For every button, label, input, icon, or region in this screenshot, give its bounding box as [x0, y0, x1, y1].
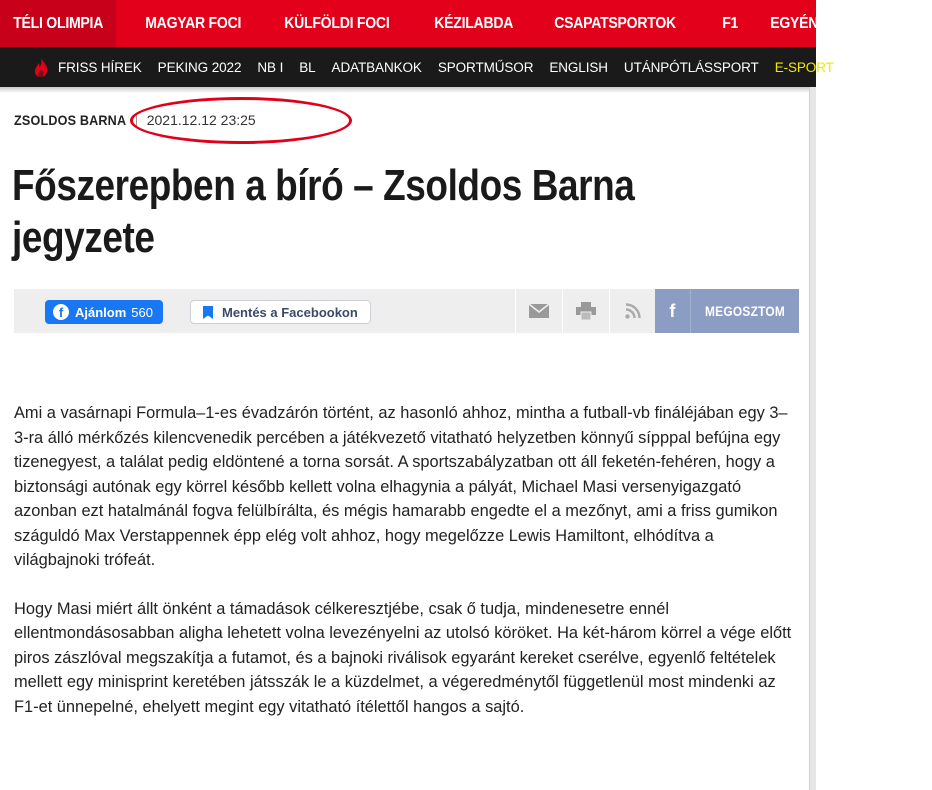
subnav-friss-hirek[interactable]: FRISS HÍREK	[58, 59, 142, 75]
share-bar	[14, 289, 799, 333]
mail-icon[interactable]	[515, 289, 561, 333]
nav-kezilabda[interactable]: KÉZILABDA	[434, 14, 514, 32]
facebook-icon: f	[655, 289, 691, 333]
subnav-adatbankok[interactable]: ADATBANKOK	[331, 59, 422, 75]
print-icon[interactable]	[562, 289, 608, 333]
subnav-utanpotlassport[interactable]: UTÁNPÓTLÁSSPORT	[623, 59, 759, 75]
nav-teli-olimpia[interactable]: TÉLI OLIMPIA	[0, 0, 116, 47]
like-count: 560	[131, 304, 153, 320]
subnav-e-sport[interactable]: E-SPORT	[774, 59, 834, 75]
author-link[interactable]: ZSOLDOS BARNA	[14, 112, 127, 128]
fire-icon	[32, 56, 50, 78]
date-highlight-annotation	[130, 97, 352, 144]
share-label: MEGOSZTOM	[704, 303, 785, 319]
article-title-text: Főszerepben a bíró – Zsoldos Barna jegyzete	[12, 161, 635, 262]
save-label: Mentés a Facebookon	[222, 304, 358, 320]
nav-shadow	[0, 87, 816, 93]
scrollbar[interactable]	[809, 87, 816, 790]
publish-date: 2021.12.12 23:25	[146, 112, 256, 128]
facebook-like-button[interactable]	[45, 300, 163, 324]
nav-kulfoldi-foci[interactable]: KÜLFÖLDI FOCI	[284, 14, 390, 32]
article-title	[12, 160, 792, 264]
facebook-save-button[interactable]	[190, 300, 371, 324]
main-nav	[0, 0, 822, 47]
facebook-logo-icon: f	[53, 304, 69, 320]
subnav-nb-i[interactable]: NB I	[257, 59, 284, 75]
like-label: Ajánlom	[75, 304, 127, 320]
nav-magyar-foci[interactable]: MAGYAR FOCI	[145, 14, 242, 32]
article-body	[14, 401, 794, 743]
subnav-peking-2022[interactable]: PEKING 2022	[157, 59, 242, 75]
article-paragraph-2: Hogy Masi miért állt önként a támadások célkeresztjébe, csak ő tudja, mindenesetre ennél ellentmondásosabban aligha lehetett volna levezényelni az utolsó köröket. Ha két-három körrel a vége előtt piros zászlóval megszakítja a futamot, és a bajnoki riválisok egyaránt kereket cserélve, egyenlő feltételek mellett egy minisprint keretében játsszák le a küzdelmet, a végeredménytől függetlenül most mindenki az F1-et ünnepelné, ehelyett megint egy vitatható ítélettől hangos a sajtó.	[14, 599, 792, 716]
subnav-sportmusor[interactable]: SPORTMŰSOR	[437, 59, 534, 75]
subnav-bl[interactable]: BL	[299, 59, 316, 75]
article-paragraph-1: Ami a vasárnapi Formula–1-es évadzárón történt, az hasonló ahhoz, mintha a futball-vb fináléjában egy 3–3-ra álló mérkőzés kilencvenedik percében a játékvezető vitatható helyzetben könnyű sípppal befújna egy tizenegyest, a találat pedig eldöntené a torna sorsát. A sportszabályzatban ott áll feketén-fehéren, hogy a biztonsági autónak egy körrel később kellett volna elhagynia a pályát, Michael Masi versenyigazgató azonban ezt hatalmánál fogva felülbírálta, és mégis hamarabb engedte el a mezőnyt, ami a friss gumikon száguldó Max Verstappennek épp elég volt ahhoz, hogy megelőzze Lewis Hamiltont, elhódítva a világbajnoki trófeát.	[14, 404, 788, 569]
bookmark-icon	[203, 306, 213, 319]
subnav-english[interactable]: ENGLISH	[549, 59, 608, 75]
nav-f1[interactable]: F1	[722, 14, 739, 32]
nav-csapatsportok[interactable]: CSAPATSPORTOK	[553, 14, 676, 32]
rss-icon[interactable]	[609, 289, 655, 333]
nav-egyeni[interactable]: EGYÉNI	[770, 14, 822, 32]
facebook-share-button[interactable]	[655, 289, 799, 333]
secondary-nav	[0, 47, 834, 87]
